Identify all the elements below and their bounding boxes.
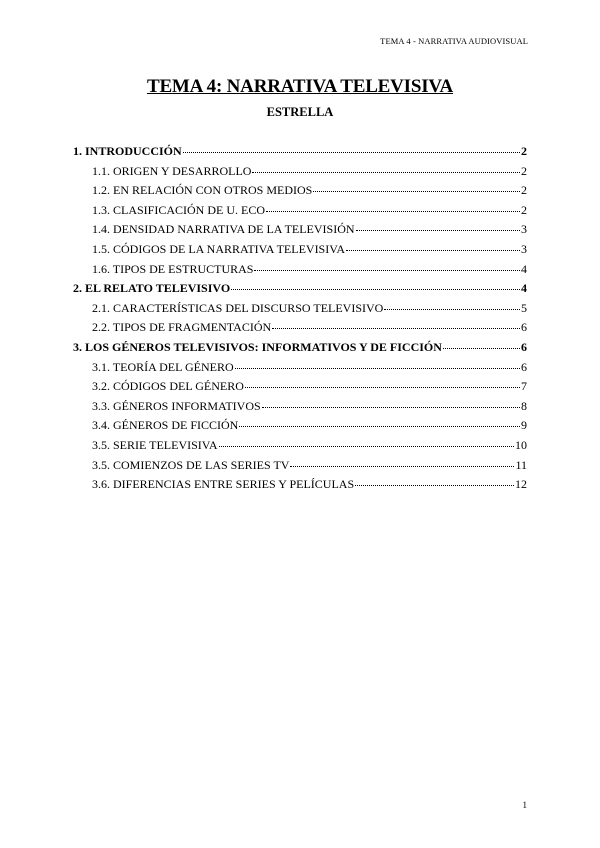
toc-entry-subsection[interactable]	[73, 262, 527, 282]
toc-entry-page: 7	[521, 379, 527, 394]
toc-entry-subsection[interactable]	[73, 360, 527, 380]
toc-entry-title: 1.5. CÓDIGOS DE LA NARRATIVA TELEVISIVA	[92, 241, 346, 256]
toc-entry-page: 6	[521, 320, 527, 335]
running-header: TEMA 4 - NARRATIVA AUDIOVISUAL	[380, 36, 528, 46]
toc-entry-subsection[interactable]	[73, 164, 527, 184]
toc-dot-leader	[356, 221, 520, 231]
toc-entry-title: 3.1. TEORÍA DEL GÉNERO	[92, 359, 234, 374]
toc-entry-page: 3	[521, 222, 527, 237]
toc-entry-title: 3.6. DIFERENCIAS ENTRE SERIES Y PELÍCULAS	[92, 477, 355, 492]
toc-entry-title: 2.1. CARACTERÍSTICAS DEL DISCURSO TELEVISIVO	[92, 300, 384, 315]
toc-entry-subsection[interactable]	[73, 222, 527, 242]
toc-entry-title: 2.2. TIPOS DE FRAGMENTACIÓN	[92, 320, 272, 335]
toc-dot-leader	[245, 378, 520, 388]
toc-dot-leader	[384, 300, 520, 310]
toc-dot-leader	[183, 143, 520, 153]
toc-entry-page: 9	[521, 418, 527, 433]
toc-entry-subsection[interactable]	[73, 203, 527, 223]
toc-dot-leader	[252, 163, 520, 173]
toc-entry-title: 3.5. SERIE TELEVISIVA	[92, 437, 218, 452]
toc-dot-leader	[355, 476, 514, 486]
document-author: ESTRELLA	[266, 105, 334, 119]
toc-entry-section[interactable]	[73, 281, 527, 301]
table-of-contents	[73, 144, 527, 497]
toc-entry-subsection[interactable]	[73, 242, 527, 262]
toc-dot-leader	[239, 417, 520, 427]
toc-entry-page: 8	[521, 398, 527, 413]
toc-entry-section[interactable]	[73, 144, 527, 164]
toc-entry-title: 1.1. ORIGEN Y DESARROLLO	[92, 163, 252, 178]
toc-entry-page: 6	[521, 339, 527, 354]
toc-dot-leader	[231, 280, 520, 290]
toc-entry-page: 12	[515, 477, 527, 492]
toc-entry-subsection[interactable]	[73, 438, 527, 458]
toc-dot-leader	[272, 319, 520, 329]
toc-dot-leader	[266, 202, 520, 212]
toc-entry-title: 1. INTRODUCCIÓN	[73, 144, 182, 158]
page-number: 1	[522, 800, 527, 810]
toc-entry-title: 3.3. GÉNEROS INFORMATIVOS	[92, 398, 261, 413]
toc-dot-leader	[219, 437, 514, 447]
toc-dot-leader	[290, 457, 514, 467]
toc-entry-subsection[interactable]	[73, 301, 527, 321]
toc-dot-leader	[443, 339, 520, 349]
toc-entry-subsection[interactable]	[73, 379, 527, 399]
toc-entry-subsection[interactable]	[73, 320, 527, 340]
toc-entry-subsection[interactable]	[73, 477, 527, 497]
toc-dot-leader	[235, 359, 520, 369]
toc-entry-page: 11	[515, 457, 527, 472]
toc-dot-leader	[262, 398, 520, 408]
toc-entry-page: 2	[521, 183, 527, 198]
toc-entry-title: 1.2. EN RELACIÓN CON OTROS MEDIOS	[92, 183, 313, 198]
toc-entry-page: 3	[521, 241, 527, 256]
toc-entry-title: 3.2. CÓDIGOS DEL GÉNERO	[92, 379, 244, 394]
toc-entry-page: 6	[521, 359, 527, 374]
toc-entry-title: 1.3. CLASIFICACIÓN DE U. ECO	[92, 202, 266, 217]
toc-entry-subsection[interactable]	[73, 399, 527, 419]
toc-entry-title: 1.4. DENSIDAD NARRATIVA DE LA TELEVISIÓN	[92, 222, 355, 237]
toc-entry-page: 2	[521, 202, 527, 217]
toc-entry-page: 10	[515, 437, 527, 452]
toc-entry-page: 5	[521, 300, 527, 315]
toc-dot-leader	[254, 261, 520, 271]
toc-entry-title: 3. LOS GÉNEROS TELEVISIVOS: INFORMATIVOS Y DE FICCIÓN	[73, 339, 442, 354]
toc-entry-section[interactable]	[73, 340, 527, 360]
document-title: TEMA 4: NARRATIVA TELEVISIVA	[146, 76, 454, 97]
toc-dot-leader	[346, 241, 520, 251]
toc-entry-subsection[interactable]	[73, 183, 527, 203]
toc-dot-leader	[313, 182, 520, 192]
toc-entry-page: 4	[521, 261, 527, 276]
toc-entry-subsection[interactable]	[73, 458, 527, 478]
toc-entry-title: 2. EL RELATO TELEVISIVO	[73, 281, 231, 296]
toc-entry-subsection[interactable]	[73, 418, 527, 438]
toc-entry-title: 3.5. COMIENZOS DE LAS SERIES TV	[92, 457, 290, 472]
toc-entry-page: 2	[521, 163, 527, 178]
toc-entry-page: 2	[521, 144, 527, 158]
toc-entry-title: 3.4. GÉNEROS DE FICCIÓN	[92, 418, 239, 433]
toc-entry-title: 1.6. TIPOS DE ESTRUCTURAS	[92, 261, 254, 276]
toc-entry-page: 4	[521, 281, 527, 296]
